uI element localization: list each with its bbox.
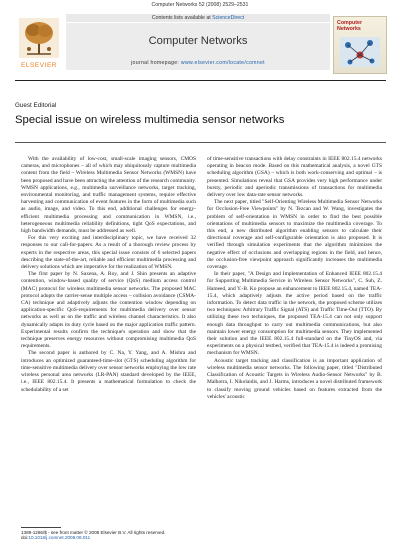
doi-prefix: doi: (21, 535, 29, 541)
elsevier-wordmark: ELSEVIER (20, 62, 58, 69)
body-paragraph: The second paper is authored by C. Na, Y. Yang, and A. Mishra and introduces an optimized guaranteed-time-slot (GTS) scheduling algorithm for time-sensitive multimedia delivery over sensor networks employing the low rate wireless personal area networks (LR-PAN) standard developed by the IEEE, i.e., IEEE 802.15.4. It presents a mathematical formulation to check the schedulability of a set (21, 350, 197, 393)
running-header: Computer Networks 52 (2008) 2529–2531 (151, 2, 249, 8)
title-divider (15, 142, 386, 143)
header-divider (15, 80, 386, 81)
journal-cover-thumbnail[interactable] (333, 16, 387, 74)
body-column-left (21, 156, 196, 394)
body-paragraph: Acoustic target tracking and classification is an important application of wireless multimedia sensor networks. The following paper, titled "Distributed Classification of Acoustic Targets in Wireless Audio-Sensor Networks" by B. Malhotra, I. Nikolaidis, and J. Harms, introduces a novel distributed framework to classify moving ground vehicles based on features extracted from the vehicles' acoustic (207, 357, 382, 400)
article-type: Guest Editorial (15, 102, 57, 109)
cover-network-icon (340, 37, 380, 67)
body-paragraph: In their paper, "A Design and Implementation of Enhanced IEEE 802.15.4 for Supporting Multimedia Service in Wireless Sensor Networks", C. Suh, Z. Hameed, and Y.-B. Ko propose an enhancement to IEEE 802.15.4, named TEA-15.4, which adaptively adjusts the active period based on the traffic information. To detect data traffic in the network, the proposed scheme utilizes two techniques: Arbitrary Traffic Signal (ATS) and Traffic Time-Out (TTO). By utilizing these two techniques, the proposed TEA-15.4 can not only support enough data throughput to carry out multimedia communications, but also maintain lower energy consumption for multimedia sensors. They implemented their solution and the IEEE 802.15.4 full-standard on the TinyOS and, via experiments on a physical testbed, verified that TEA-15.4 is indeed a promising mechanism for WMSN. (207, 271, 382, 357)
body-paragraph: The next paper, titled "Self-Orienting Wireless Multimedia Sensor Networks for Occlusion-Free Viewpoints" by N. Tezcan and W. Wang, investigates the problem of self-orientation in WMSN in order to find the best possible orientations of multimedia sensors to maximize the multimedia coverage. To this end, a new distributed algorithm enabling sensors to calculate their directional coverage and self-configurable orientation is also proposed. It is verified through simulation experiments that the algorithm minimizes the negative effect of occlusions and overlapping regions in the field, and hence, the occlusion-free viewpoint approach significantly increases the multimedia coverage. (207, 199, 382, 271)
copyright-line: 1389-1286/$ - see front matter © 2008 Elsevier B.V. All rights reserved. (21, 530, 166, 535)
homepage-link[interactable]: www.elsevier.com/locate/comnet (180, 60, 265, 66)
body-column-right (207, 156, 382, 401)
article-title: Special issue on wireless multimedia sensor networks (15, 114, 285, 126)
elsevier-tree-icon (19, 18, 59, 58)
journal-homepage (66, 60, 330, 66)
doi-link[interactable]: 10.1016/j.comnet.2008.08.011 (28, 535, 91, 541)
doi-line (21, 535, 165, 540)
contents-prefix: Contents lists available at (151, 15, 213, 21)
footer-info (21, 530, 165, 541)
body-paragraph: For this very exciting and interdisciplinary topic, we have received 32 responses to our call-for-papers. As a result of a thorough review process by experts in the respective areas, this special issue consists of 6 selected papers describing the state-of-the-art, reliable and efficient multimedia processing and delivery solutions which are imperative for the realization of WMSN. (21, 235, 196, 271)
contents-availability (66, 15, 330, 21)
cover-title: Computer Networks (337, 20, 363, 32)
body-paragraph: With the availability of low-cost, small-scale imaging sensors, CMOS cameras, and microphones – all of which may ubiquitously capture multimedia content from the field – Wireless Multimedia Sensor Networks (WMSN) have been proposed and have been attracting the attention of the research community. WMSN applications, e.g., multimedia surveillance networks, target tracking, environmental monitoring, and traffic management systems, require effective harvesting and communication of event features in the form of multimedia such as audio, image, and video. To this end, additional challenges for energy-efficient multimedia processing and communication in WMSN, i.e., heterogeneous multimedia reliability definitions, tight QoS expectations, and high bandwidth demands, must be addressed as well. (21, 156, 196, 235)
body-paragraph: of time-sensitive transactions with delay constraints in IEEE 802.15.4 networks operating in beacon mode. Based on this mathematical analysis, a novel GTS scheduling algorithm (GSA) – which is both work-conserving and optimal – is presented. Simulations reveal that GSA provides very high performance under bursty, periodic and aperiodic transmissions of transactions for multimedia delivery over low data-rate sensor networks. (207, 156, 382, 199)
body-paragraph: The first paper by N. Saxena, A. Roy, and J. Shin presents an adaptive contention, window-based quality of service (QoS) medium access control (MAC) protocol for wireless multimedia sensor networks. The proposed MAC protocol adopts the carrier-sense multiple access – collision avoidance (CSMA-CA) technique and adaptively adjusts the contention window depending on application-specific QoS-requirements for multimedia delivery over sensor networks as well as on the traffic and wireless channel characteristics. It also dynamically adapts its duty cycle based on the major application traffic pattern. Experimental results confirm the technique's operation and show that the technique preserves energy resources without compromising multimedia QoS requirements. (21, 271, 196, 350)
homepage-prefix: journal homepage: (131, 60, 181, 66)
sciencedirect-link[interactable]: ScienceDirect (212, 15, 245, 21)
publisher-logo[interactable] (15, 16, 63, 74)
journal-title: Computer Networks (148, 35, 248, 47)
